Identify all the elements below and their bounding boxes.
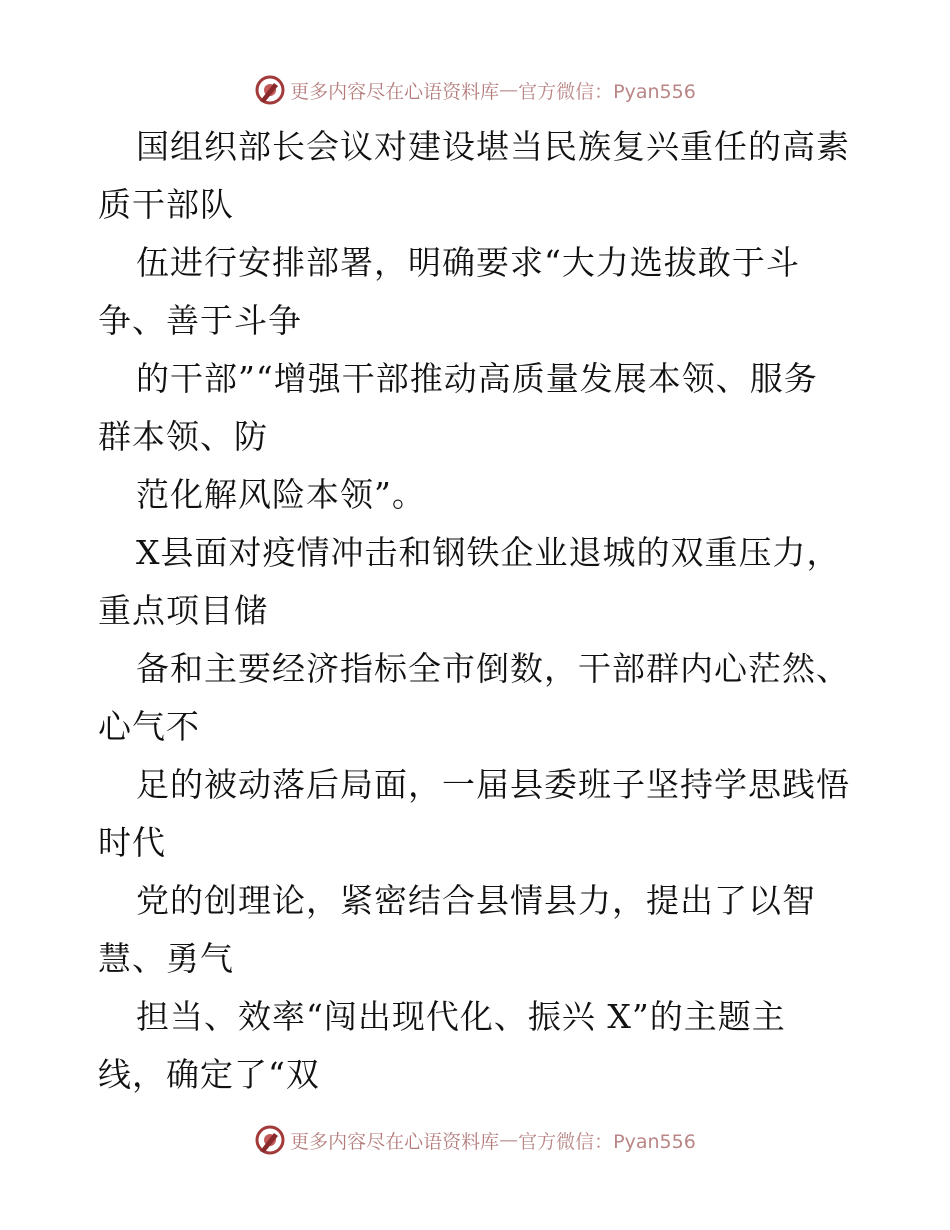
header-banner [0,70,950,110]
text-line: 党的创理论，紧密结合县情县力，提出了以智 [136,881,816,920]
text-line: 的干部”“增强干部推动高质量发展本领、服务 [136,359,818,398]
text-line: 国组织部长会议对建设堪当民族复兴重任的高素 [136,127,850,166]
text-line: 争、善于斗争 [98,301,302,340]
text-line: 慧、勇气 [98,939,234,978]
footer-separator: — [499,1129,519,1151]
text-line: 线，确定了“双 [98,1055,320,1094]
text-line: 心气不 [98,707,200,746]
footer-banner-text: 更多内容尽在心语资料库 [290,1130,500,1153]
document-body [98,118,898,1104]
text-line: 备和主要经济指标全市倒数，干部群内心茫然、 [136,649,850,688]
text-line: 重点项目储 [98,591,268,630]
text-line: 担当、效率“闯出现代化、振兴 X”的主题主 [136,997,786,1036]
text-line: 群本领、防 [98,417,268,456]
footer-contact: 官方微信：Pyan556 [518,1130,696,1153]
text-line: 范化解风险本领”。 [136,475,426,514]
text-line: X县面对疫情冲击和钢铁企业退城的双重压力， [136,533,841,572]
footer-banner [0,1120,950,1160]
text-line: 时代 [98,823,166,862]
text-line: 伍进行安排部署，明确要求“大力选拔敢于斗 [136,243,800,282]
pen-circle-logo-icon [254,74,286,106]
text-line: 足的被动落后局面，一届县委班子坚持学思践悟 [136,765,850,804]
header-banner-text: 更多内容尽在心语资料库 [290,80,500,103]
pen-circle-logo-icon [254,1124,286,1156]
header-contact: 官方微信：Pyan556 [518,80,696,103]
text-line: 质干部队 [98,185,234,224]
header-separator: — [499,79,519,101]
